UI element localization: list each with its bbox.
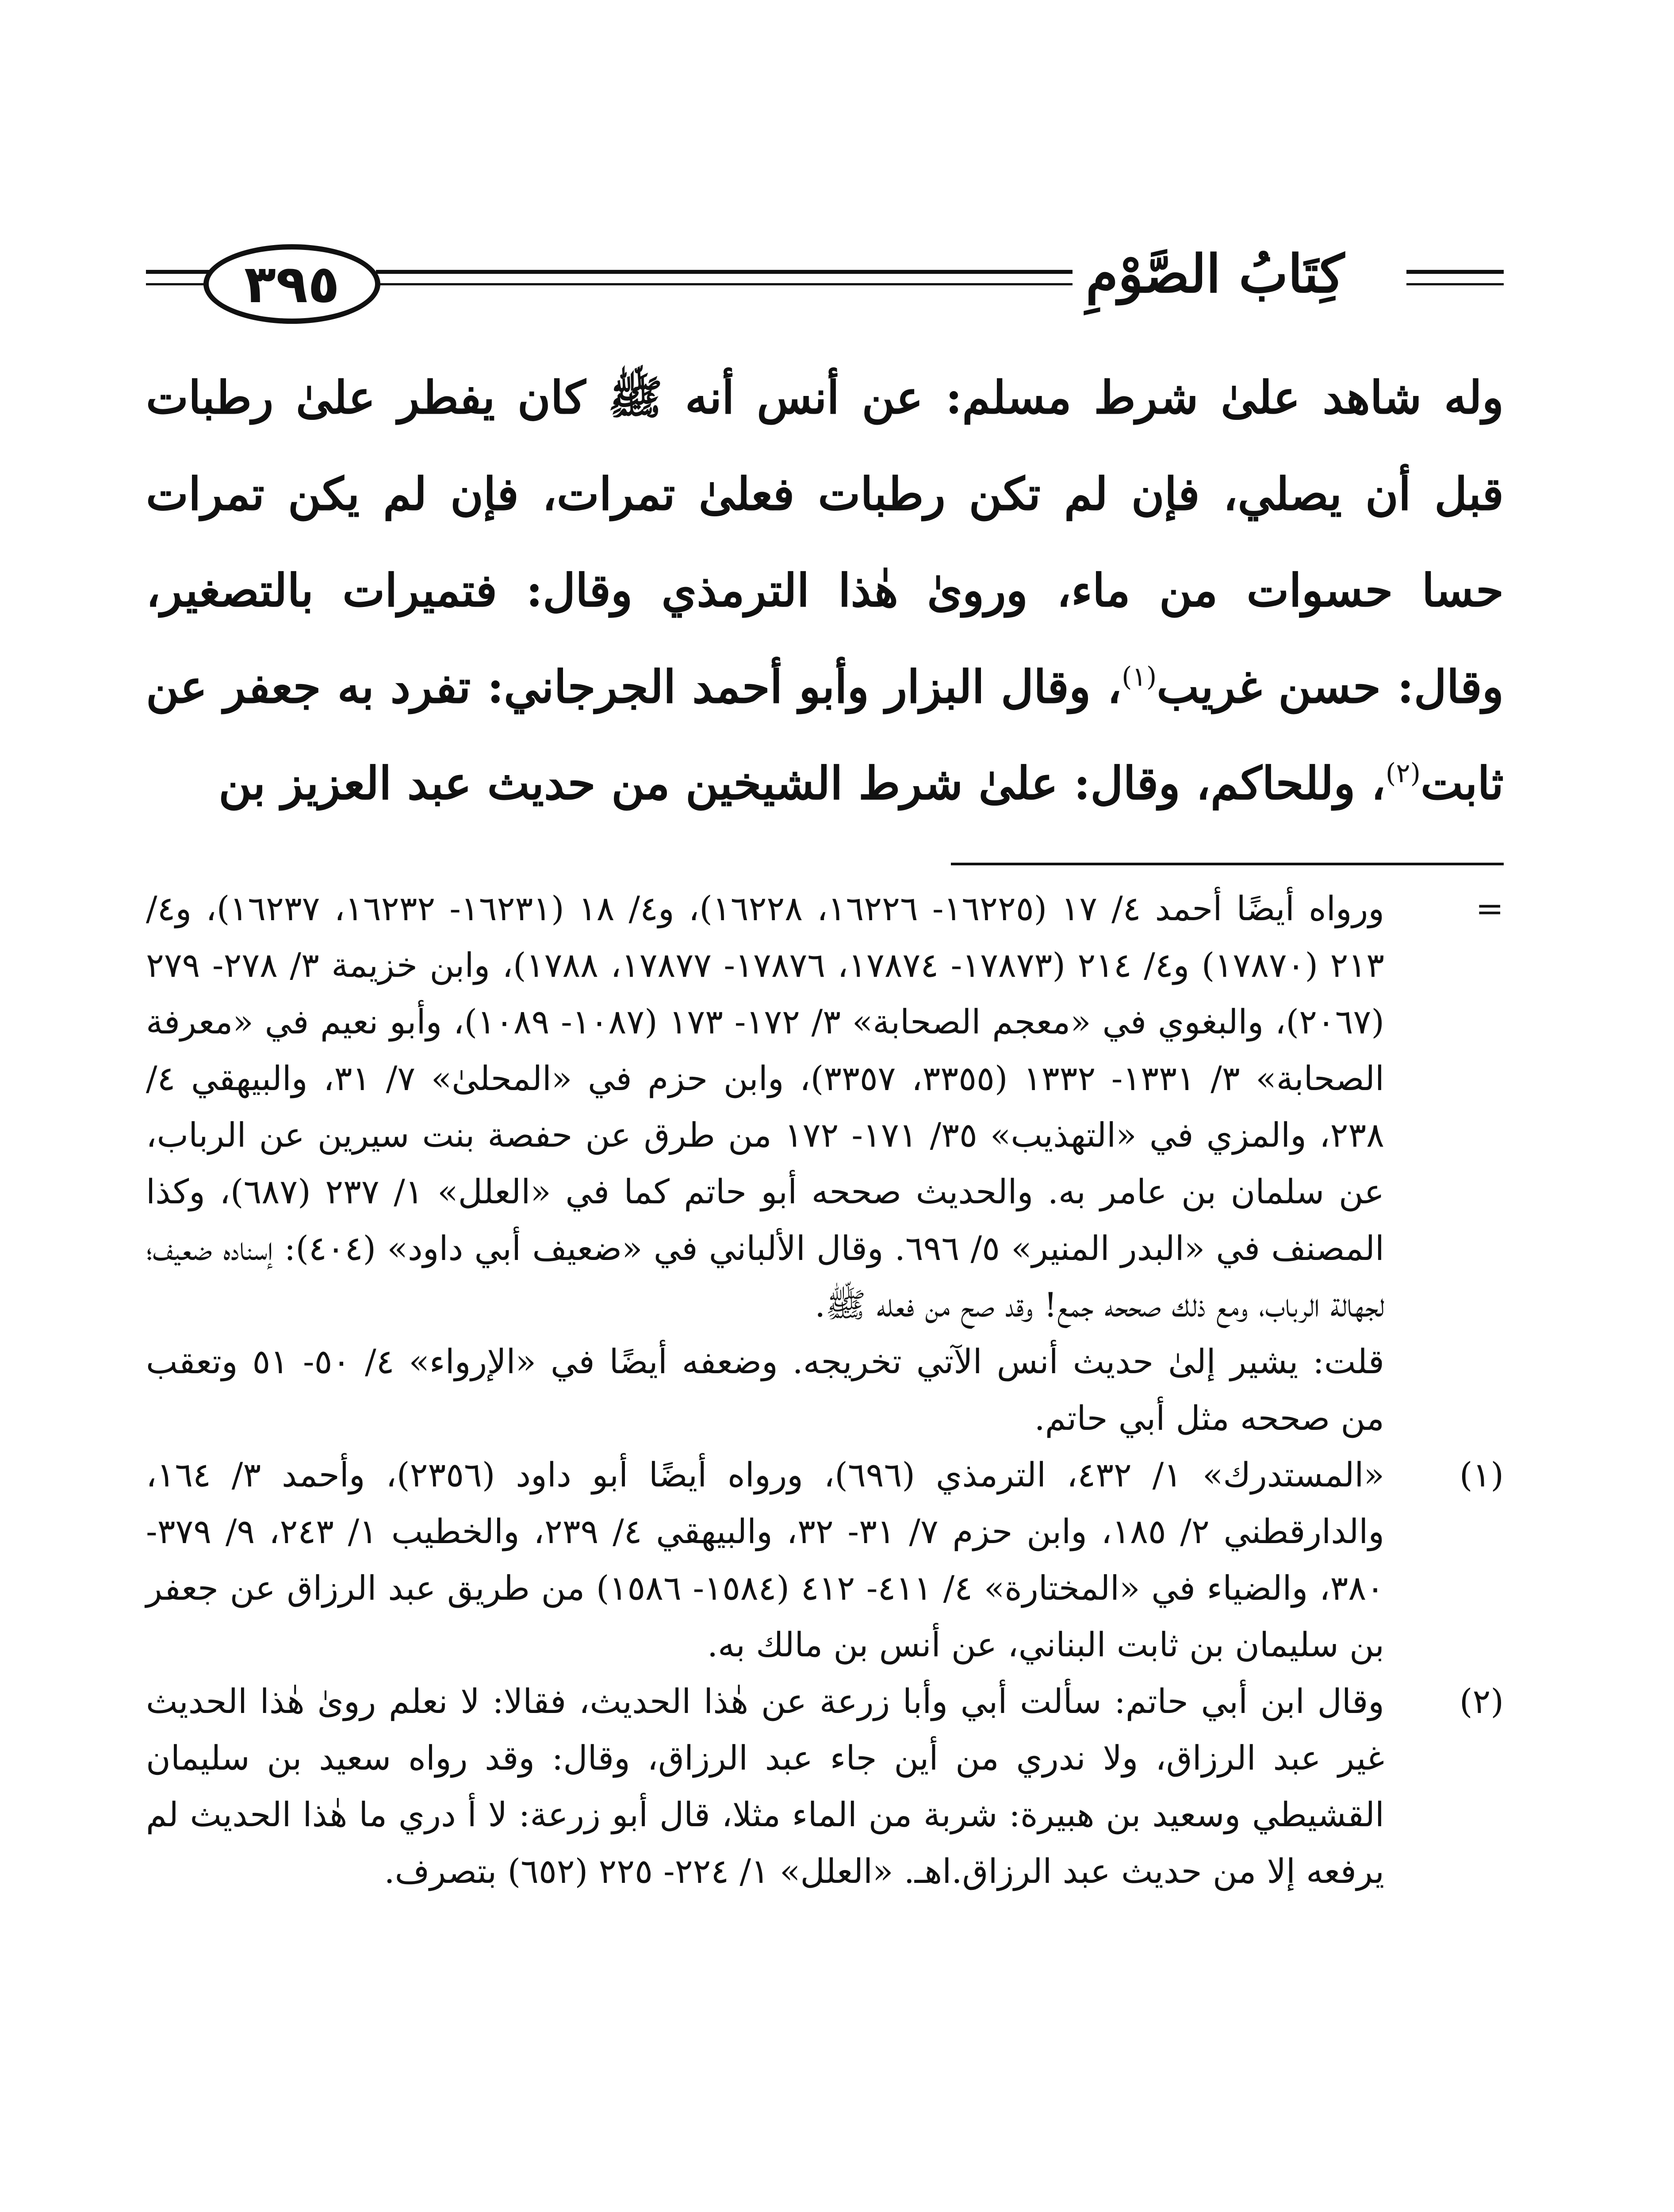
page-number-oval [203,244,380,324]
main-text-part-2: ، وقال البزار وأبو أحمد الجرجاني: تفرد به جعفر عن ثابت [146,661,1504,810]
footnote-1 [146,1447,1504,1673]
main-text-part-3: ، وللحاكم، وقال: علىٰ شرط الشيخين من حديث عبد العزيز بن [218,757,1386,810]
header-rule-right [1406,270,1504,274]
footnote-1-marker: (١) [1459,1455,1504,1494]
footnote-2-text: وقال ابن أبي حاتم: سألت أبي وأبا زرعة عن هٰذا الحديث، فقالا: لا نعلم رویٰ هٰذا الحديث غير عبد الرزاق، ولا ندري من أين جاء عبد الرزاق، وقال: وقد رواه سعيد بن سليمان القشيطي وسعيد بن هبيرة: شربة من الماء مثلا، قال أبو زرعة: لا أ دري ما هٰذا الحديث لم يرفعه إلا من حديث عبد الرزاق.اهـ. «العلل» ١/ ٢٢٤- ٢٢٥ (٦٥٢) بتصرف. [146,1682,1384,1891]
continuation-paragraph-2: قلت: يشير إلىٰ حديث أنس الآتي تخريجه. وضعفه أيضًا في «الإرواء» ٤/ ٥٠- ٥١ وتعقب من صححه مثل أبي حاتم. [146,1342,1385,1438]
continuation-marker: = [1475,889,1504,928]
main-text-part-1: وله شاهد علىٰ شرط مسلم: عن أنس أنه ﷺ كان يفطر علىٰ رطبات قبل أن يصلي، فإن لم تكن رطبات فعلىٰ تمرات، فإن لم يكن تمرات حسا حسوات من ماء، ورویٰ هٰذا الترمذي وقال: فتميرات بالتصغير، وقال: حسن غريب [146,371,1504,714]
page-header [146,239,1504,336]
page-number: ٣٩٥ [244,253,340,315]
footnote-separator [951,863,1504,865]
footnote-ref-2: (٢) [1385,758,1421,789]
footnote-continuation [146,880,1504,1447]
continuation-paragraph-1: ورواه أيضًا أحمد ٤/ ١٧ (١٦٢٢٥- ١٦٢٢٦، ١٦٢٢٨)، و٤/ ١٨ (١٦٢٣١- ١٦٢٣٢، ١٦٢٣٧)، و٤/ ٢١٣ (١٧٨٧٠) و٤/ ٢١٤ (١٧٨٧٣- ١٧٨٧٤، ١٧٨٧٦- ١٧٨٧٧، ١٧٨٨)، وابن خزيمة ٣/ ٢٧٨- ٢٧٩ (٢٠٦٧)، والبغوي في «معجم الصحابة» ٣/ ١٧٢- ١٧٣ (١٠٨٧- ١٠٨٩)، وأبو نعيم في «معرفة الصحابة» ٣/ ١٣٣١- ١٣٣٢ (٣٣٥٥، ٣٣٥٧)، وابن حزم في «المحلىٰ» ٧/ ٣١، والبيهقي ٤/ ٢٣٨، والمزي في «التهذيب» ٣٥/ ١٧١- ١٧٢ من طرق عن حفصة بنت سيرين عن الرباب، عن سلمان بن عامر به. والحديث صححه أبو حاتم كما في «العلل» ١/ ٢٣٧ (٦٨٧)، وكذا المصنف في «البدر المنير» ٥/ ٦٩٦. وقال الألباني في «ضعيف أبي داود» (٤٠٤): إسناده ضعيف؛ لجهالة الرباب، ومع ذلك صححه جمع! وقد صح من فعله ﷺ. [146,889,1385,1325]
header-rule-right-thin [1406,283,1504,285]
main-text [146,349,1504,832]
header-rule-left-thin [146,283,212,285]
footnote-ref-1: (١) [1122,661,1157,692]
footnote-2 [146,1673,1504,1900]
footnotes [146,880,1504,1900]
footnote-1-text: «المستدرك» ١/ ٤٣٢، الترمذي (٦٩٦)، ورواه أيضًا أبو داود (٢٣٥٦)، وأحمد ٣/ ١٦٤، والدارقطني ٢/ ١٨٥، وابن حزم ٧/ ٣١- ٣٢، والبيهقي ٤/ ٢٣٩، والخطيب ١/ ٢٤٣، ٩/ ٣٧٩- ٣٨٠، والضياء في «المختارة» ٤/ ٤١١- ٤١٢ (١٥٨٤- ١٥٨٦) من طريق عبد الرزاق عن جعفر بن سليمان بن ثابت البناني، عن أنس بن مالك به. [146,1455,1385,1664]
header-rule-left [146,270,212,274]
footnote-2-marker: (٢) [1459,1682,1504,1721]
chapter-title: كِتَابُ الصَّوْمِ [1073,242,1358,305]
